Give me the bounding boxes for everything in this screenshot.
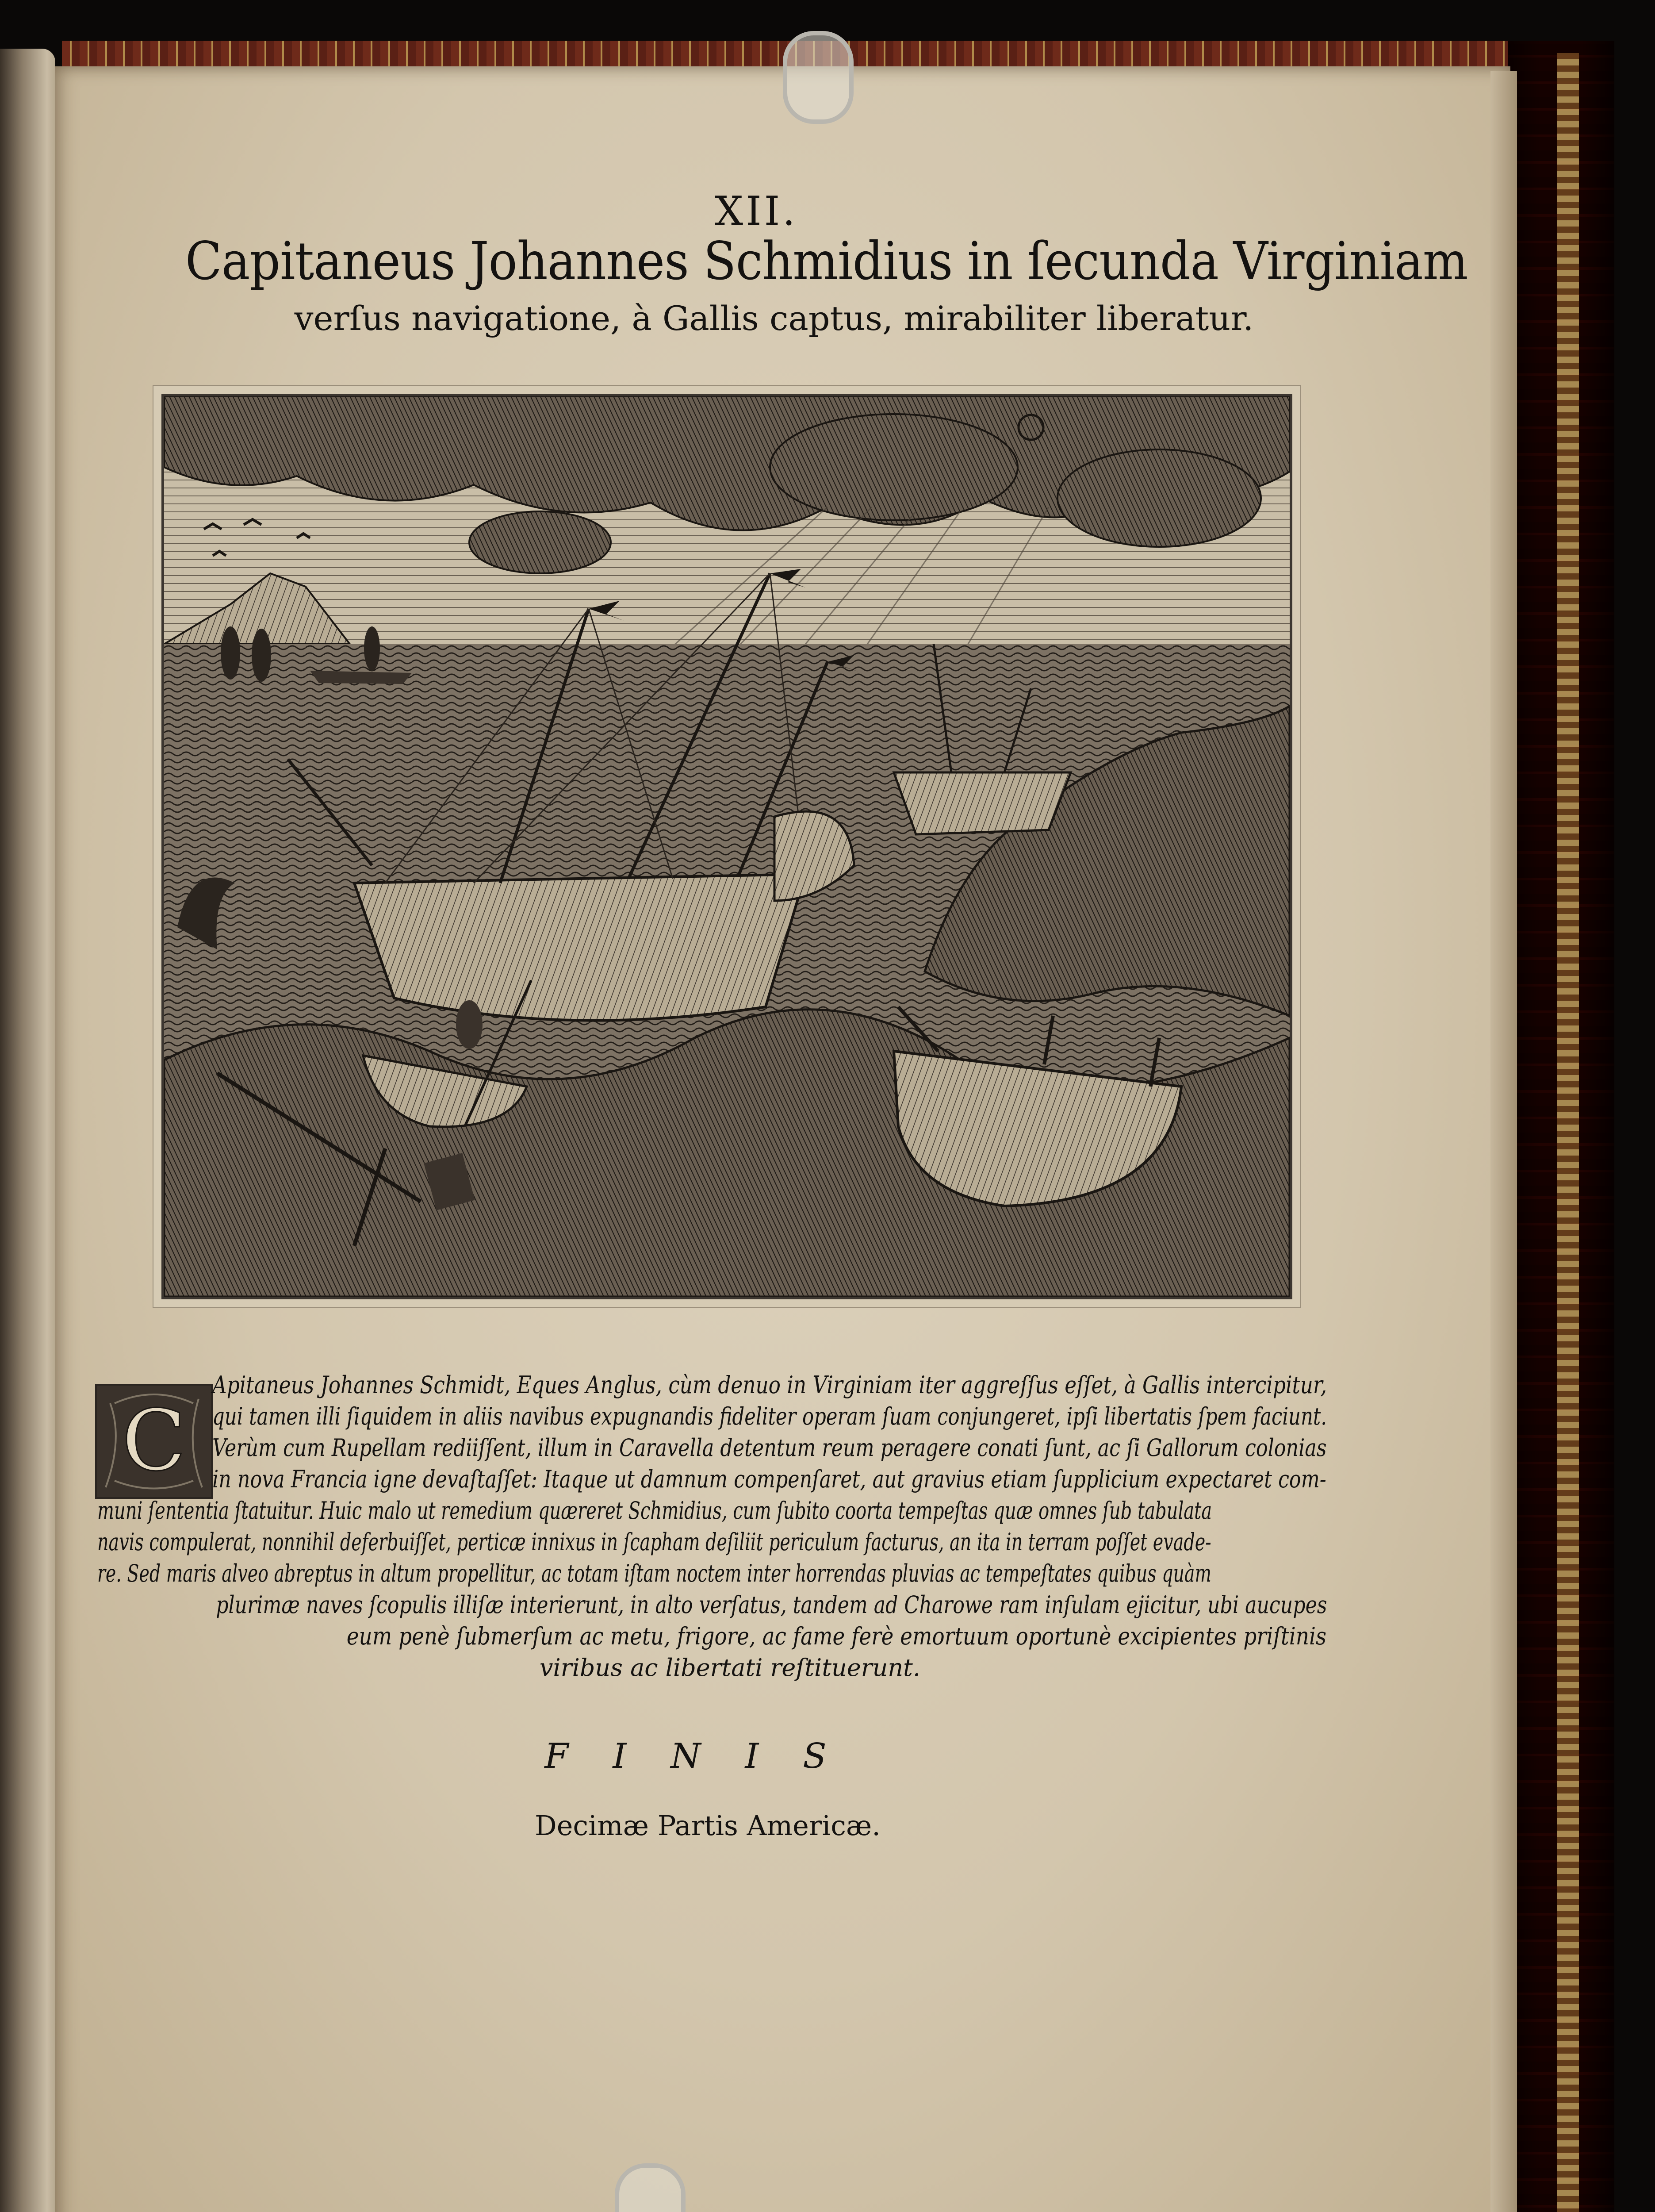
- page-clip-bottom: [615, 2163, 686, 2212]
- plate-number: XII.: [715, 188, 798, 234]
- engraving-shipwreck-scene: [161, 394, 1292, 1299]
- facing-page-edge: [0, 49, 55, 2212]
- body-line: re. Sed maris alveo abreptus in altum propellitur, ac totam iſtam noctem inter horrendas pluvias ac tempeſtates quibus quàm: [97, 1559, 1211, 1587]
- body-line: eum penè ſubmerſum ac metu, frigore, ac fame ferè emortuum oportunè excipientes priſtinis: [346, 1622, 1327, 1650]
- finis-subtitle: Decimæ Partis Americæ.: [535, 1809, 881, 1842]
- decorated-initial: [95, 1384, 213, 1499]
- drop-cap-ornament: [97, 1386, 211, 1497]
- page-clip-top: [783, 31, 854, 124]
- body-line: Apitaneus Johannes Schmidt, Eques Anglus, cùm denuo in Virginiam iter aggreſſus eſſet, à Gallis intercipitur,: [212, 1371, 1327, 1399]
- body-line: navis compulerat, nonnihil deferbuiſſet, perticæ innixus in ſcapham deſiliit periculum facturus, an ita in terram poſſet evade-: [97, 1528, 1211, 1556]
- body-line: viribus ac libertati reſtituerunt.: [540, 1654, 920, 1682]
- body-line: in nova Francia igne devaſtaſſet: Itaque ut damnum compenſaret, aut gravius etiam ſupplicium expectaret com-: [212, 1465, 1326, 1493]
- page-fore-edge: [1490, 71, 1517, 2212]
- page-subtitle: verſus navigatione, à Gallis captus, mirabiliter liberatur.: [294, 299, 1254, 338]
- body-line: Verùm cum Rupellam rediiſſent, illum in Caravella detentum reum peragere conati ſunt, ac ſi Gallorum colonias: [212, 1434, 1327, 1462]
- body-line: qui tamen illi ſiquidem in aliis navibus expugnandis fideliter operam ſuam conjungeret, ipſi libertatis ſpem faciunt.: [212, 1402, 1327, 1430]
- gilt-decoration: [1557, 53, 1579, 2212]
- drop-cap-letter: C: [122, 1392, 186, 1490]
- body-line: plurimæ naves ſcopulis illiſæ interierunt, in alto verſatus, tandem ad Charowe ram inſulam ejicitur, ubi aucupes: [216, 1591, 1327, 1619]
- body-paragraph: [97, 1369, 1327, 1683]
- page-title: Capitaneus Johannes Schmidius in ſecunda Virginiam: [185, 230, 1468, 292]
- engraving-illustration: [164, 396, 1290, 1297]
- body-line: muni ſententia ſtatuitur. Huic malo ut remedium quæreret Schmidius, cum ſubito coorta tempeſtas quæ omnes ſub tabulata: [97, 1497, 1212, 1525]
- finis-heading: FINIS: [544, 1736, 871, 1776]
